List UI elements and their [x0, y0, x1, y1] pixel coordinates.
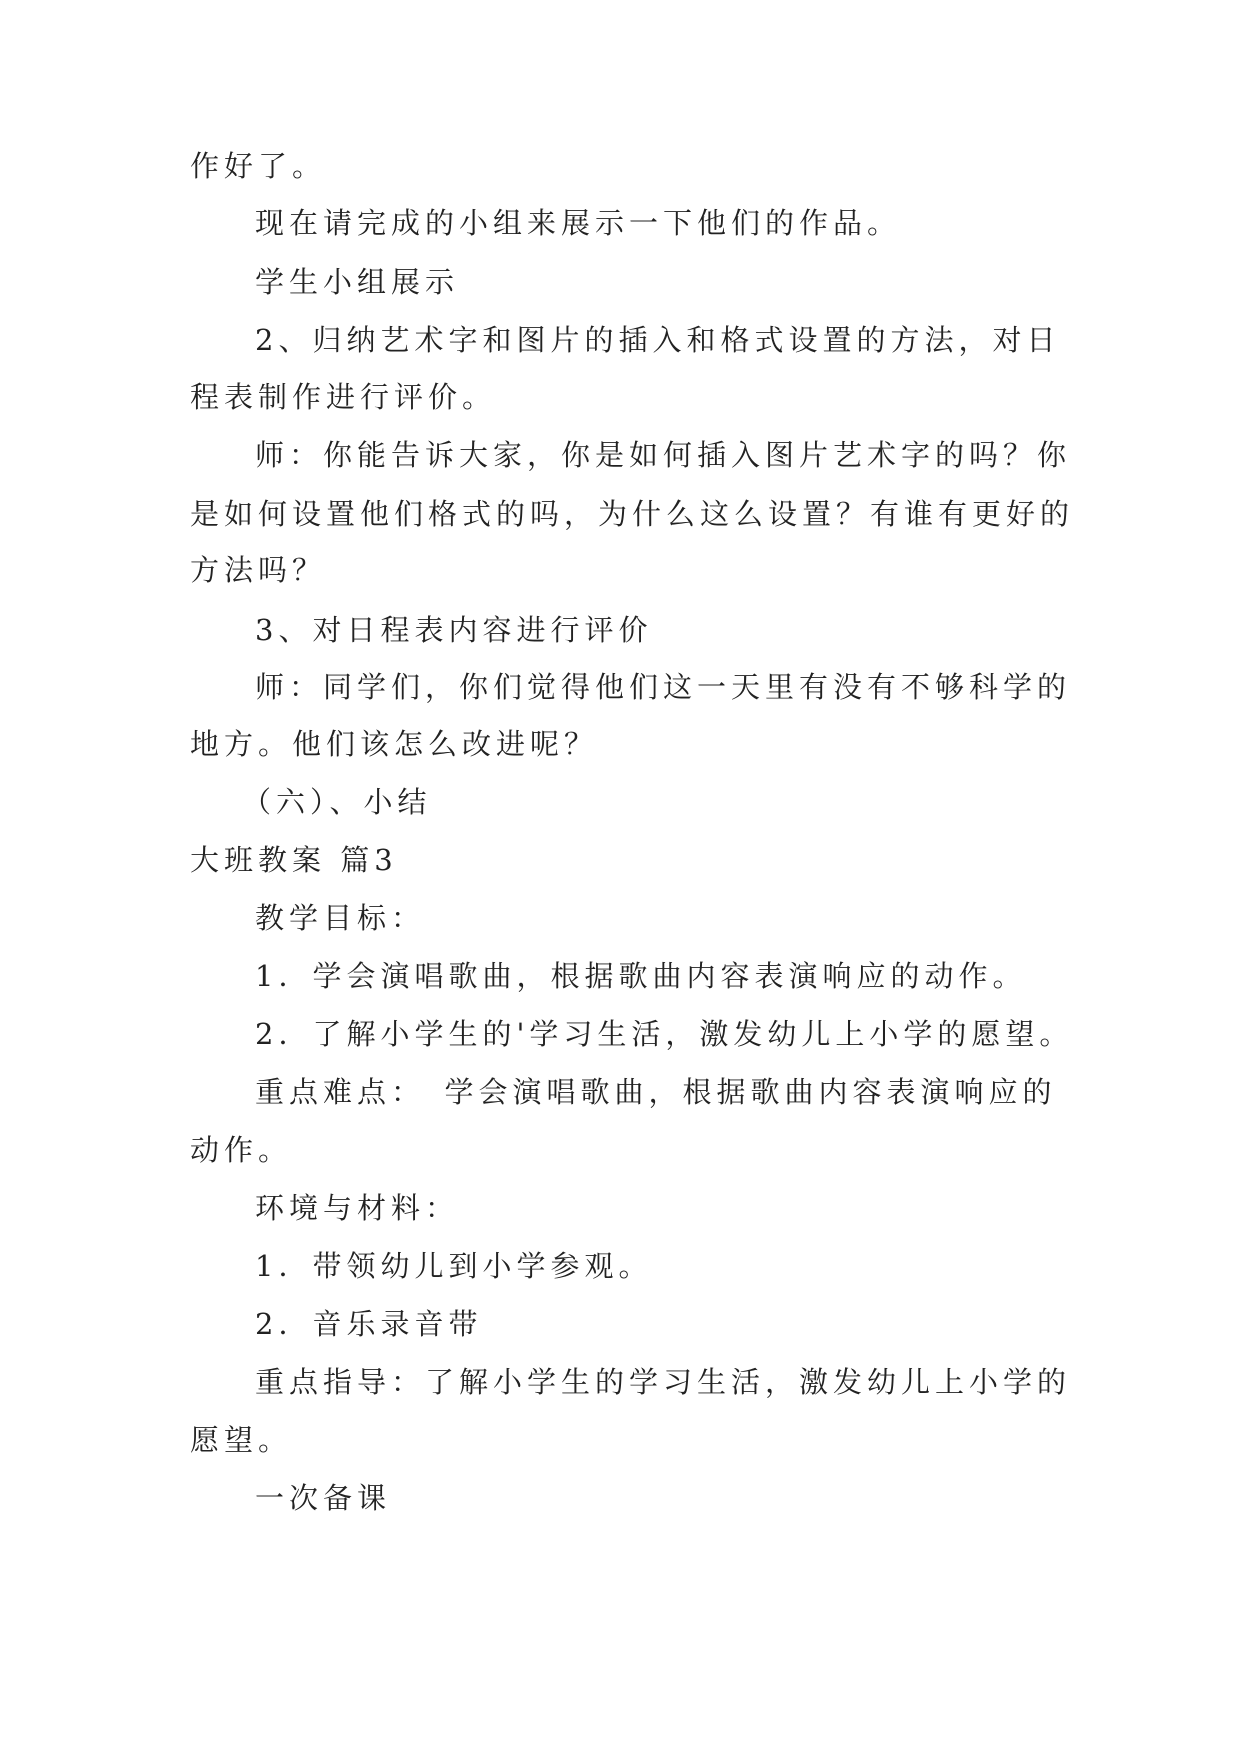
text-line: 动作。: [190, 1133, 293, 1167]
section-heading: （六）、小结: [242, 785, 432, 819]
text-line: 2．音乐录音带: [255, 1307, 483, 1341]
text-line: 1．带领幼儿到小学参观。: [255, 1249, 653, 1283]
text-line: 重点指导：了解小学生的学习生活，激发幼儿上小学的: [255, 1365, 1072, 1399]
text-line: 是如何设置他们格式的吗，为什么这么设置？有谁有更好的: [190, 497, 1075, 531]
text-line: 3、对日程表内容进行评价: [255, 613, 653, 647]
text-line: 环境与材料：: [255, 1191, 460, 1225]
text-line: 1．学会演唱歌曲，根据歌曲内容表演响应的动作。: [255, 959, 1027, 993]
text-line: 师：你能告诉大家，你是如何插入图片艺术字的吗？你: [255, 438, 1072, 472]
text-line: 方法吗？: [190, 553, 327, 587]
text-line: 地方。他们该怎么改进呢？: [190, 727, 599, 761]
text-line: 愿望。: [190, 1423, 293, 1457]
text-line: 重点难点： 学会演唱歌曲，根据歌曲内容表演响应的: [255, 1075, 1057, 1109]
text-line: 2、归纳艺术字和图片的插入和格式设置的方法，对日: [255, 323, 1061, 357]
text-line: 学生小组展示: [255, 265, 460, 299]
text-line: 师：同学们，你们觉得他们这一天里有没有不够科学的: [255, 670, 1072, 704]
section-title: 大班教案 篇3: [190, 843, 398, 877]
text-line: 程表制作进行评价。: [190, 380, 497, 414]
text-line: 教学目标：: [255, 901, 426, 935]
text-line: 作好了。: [190, 149, 327, 183]
text-line: 2．了解小学生的'学习生活，激发幼儿上小学的愿望。: [255, 1017, 1074, 1051]
text-line: 现在请完成的小组来展示一下他们的作品。: [255, 206, 902, 240]
text-line: 一次备课: [255, 1481, 392, 1515]
